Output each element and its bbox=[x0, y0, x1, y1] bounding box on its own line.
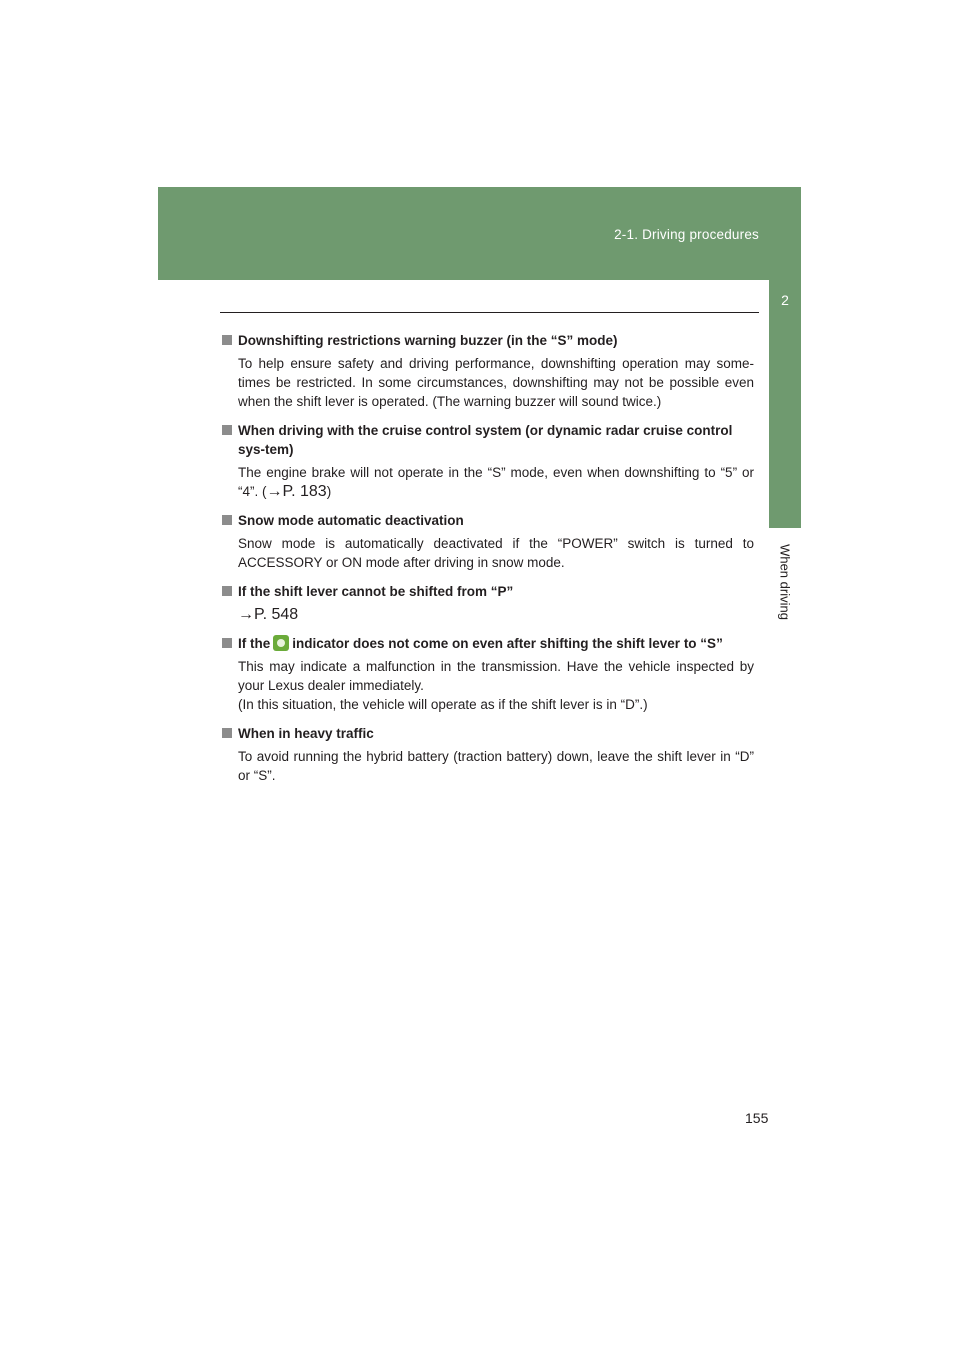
item-heading: Downshifting restrictions warning buzzer (in the “S” mode) bbox=[222, 331, 754, 350]
square-bullet-icon bbox=[222, 515, 232, 525]
square-bullet-icon bbox=[222, 335, 232, 345]
square-bullet-icon bbox=[222, 586, 232, 596]
item-body-note: (In this situation, the vehicle will operate as if the shift lever is in “D”.) bbox=[238, 697, 648, 712]
item-heading: When driving with the cruise control system (or dynamic radar cruise control sys-tem) bbox=[222, 421, 754, 459]
item-heading: Snow mode automatic deactivation bbox=[222, 511, 754, 530]
chapter-header-band bbox=[158, 187, 801, 280]
section-title: 2-1. Driving procedures bbox=[614, 227, 759, 242]
s-mode-indicator-icon bbox=[273, 635, 289, 651]
page-reference: →P. 548 bbox=[238, 606, 299, 623]
item-heading: When in heavy traffic bbox=[222, 724, 754, 743]
page-number: 155 bbox=[745, 1110, 769, 1126]
item-body: To avoid running the hybrid battery (traction battery) down, leave the shift lever in “D” or “S”. bbox=[238, 749, 754, 783]
top-divider bbox=[220, 312, 759, 313]
item-body: The engine brake will not operate in the “S” mode, even when downshifting to “5” or “4”. (→P. 183) bbox=[238, 465, 754, 500]
square-bullet-icon bbox=[222, 728, 232, 738]
item-body: To help ensure safety and driving performance, downshifting operation may some-times be restricted. In some circumstances, downshifting may not be possible even when the shift lever is operated. (The warning buzzer will sound twice.) bbox=[238, 356, 754, 409]
square-bullet-icon bbox=[222, 425, 232, 435]
main-content bbox=[222, 331, 754, 795]
chapter-number: 2 bbox=[781, 292, 789, 308]
chapter-side-tab bbox=[769, 280, 801, 528]
square-bullet-icon bbox=[222, 638, 232, 648]
item-body: This may indicate a malfunction in the transmission. Have the vehicle inspected by your Lexus dealer immediately. bbox=[238, 659, 754, 693]
item-heading: If the shift lever cannot be shifted from “P” bbox=[222, 582, 754, 601]
page-reference: →P. 183 bbox=[266, 483, 327, 500]
item-body: Snow mode is automatically deactivated if the “POWER” switch is turned to ACCESSORY or ON mode after driving in snow mode. bbox=[238, 536, 754, 570]
item-heading: If the indicator does not come on even after shifting the shift lever to “S” bbox=[222, 634, 754, 653]
chapter-label: When driving bbox=[777, 544, 793, 620]
item-body bbox=[238, 605, 754, 624]
